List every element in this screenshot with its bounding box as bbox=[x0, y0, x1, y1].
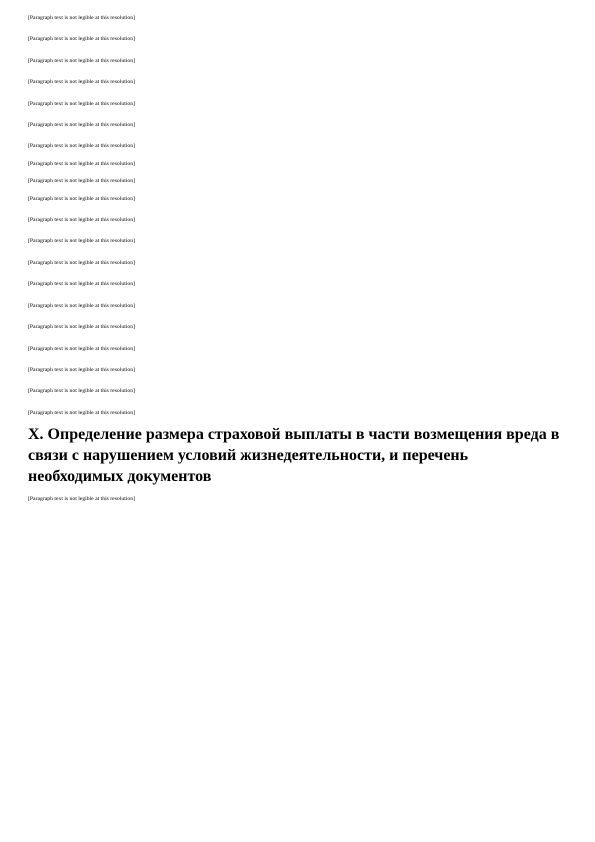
paragraph: [Paragraph text is not legible at this resolution] bbox=[28, 302, 135, 309]
list-item: [Paragraph text is not legible at this resolution] bbox=[28, 366, 135, 373]
paragraph: [Paragraph text is not legible at this resolution] bbox=[28, 496, 135, 503]
paragraph: [Paragraph text is not legible at this resolution] bbox=[28, 388, 135, 395]
paragraph: [Paragraph text is not legible at this resolution] bbox=[28, 122, 135, 129]
paragraph: [Paragraph text is not legible at this resolution] bbox=[28, 259, 135, 266]
document-page bbox=[28, 14, 564, 505]
paragraph: [Paragraph text is not legible at this resolution] bbox=[28, 79, 135, 86]
paragraph: [Paragraph text is not legible at this resolution] bbox=[28, 409, 135, 416]
paragraph: [Paragraph text is not legible at this resolution] bbox=[28, 100, 135, 107]
list-item: [Paragraph text is not legible at this resolution] bbox=[28, 178, 135, 185]
section-heading: X. Определение размера страховой выплаты в части возмещения вреда в связи с нарушением условий жизнедеятельности, и перечень необходимых документов bbox=[28, 426, 560, 486]
list-item: [Paragraph text is not legible at this resolution] bbox=[28, 160, 135, 167]
paragraph: [Paragraph text is not legible at this resolution] bbox=[28, 36, 135, 43]
list-item: [Paragraph text is not legible at this resolution] bbox=[28, 324, 135, 331]
paragraph: [Paragraph text is not legible at this resolution] bbox=[28, 238, 135, 245]
list-item: [Paragraph text is not legible at this resolution] bbox=[28, 195, 135, 202]
paragraph: [Paragraph text is not legible at this resolution] bbox=[28, 15, 135, 21]
paragraph: [Paragraph text is not legible at this resolution] bbox=[28, 217, 135, 224]
list-item: [Paragraph text is not legible at this resolution] bbox=[28, 345, 135, 352]
paragraph: [Paragraph text is not legible at this resolution] bbox=[28, 281, 135, 288]
paragraph: [Paragraph text is not legible at this resolution] bbox=[28, 57, 135, 64]
list-item: [Paragraph text is not legible at this resolution] bbox=[28, 143, 135, 150]
